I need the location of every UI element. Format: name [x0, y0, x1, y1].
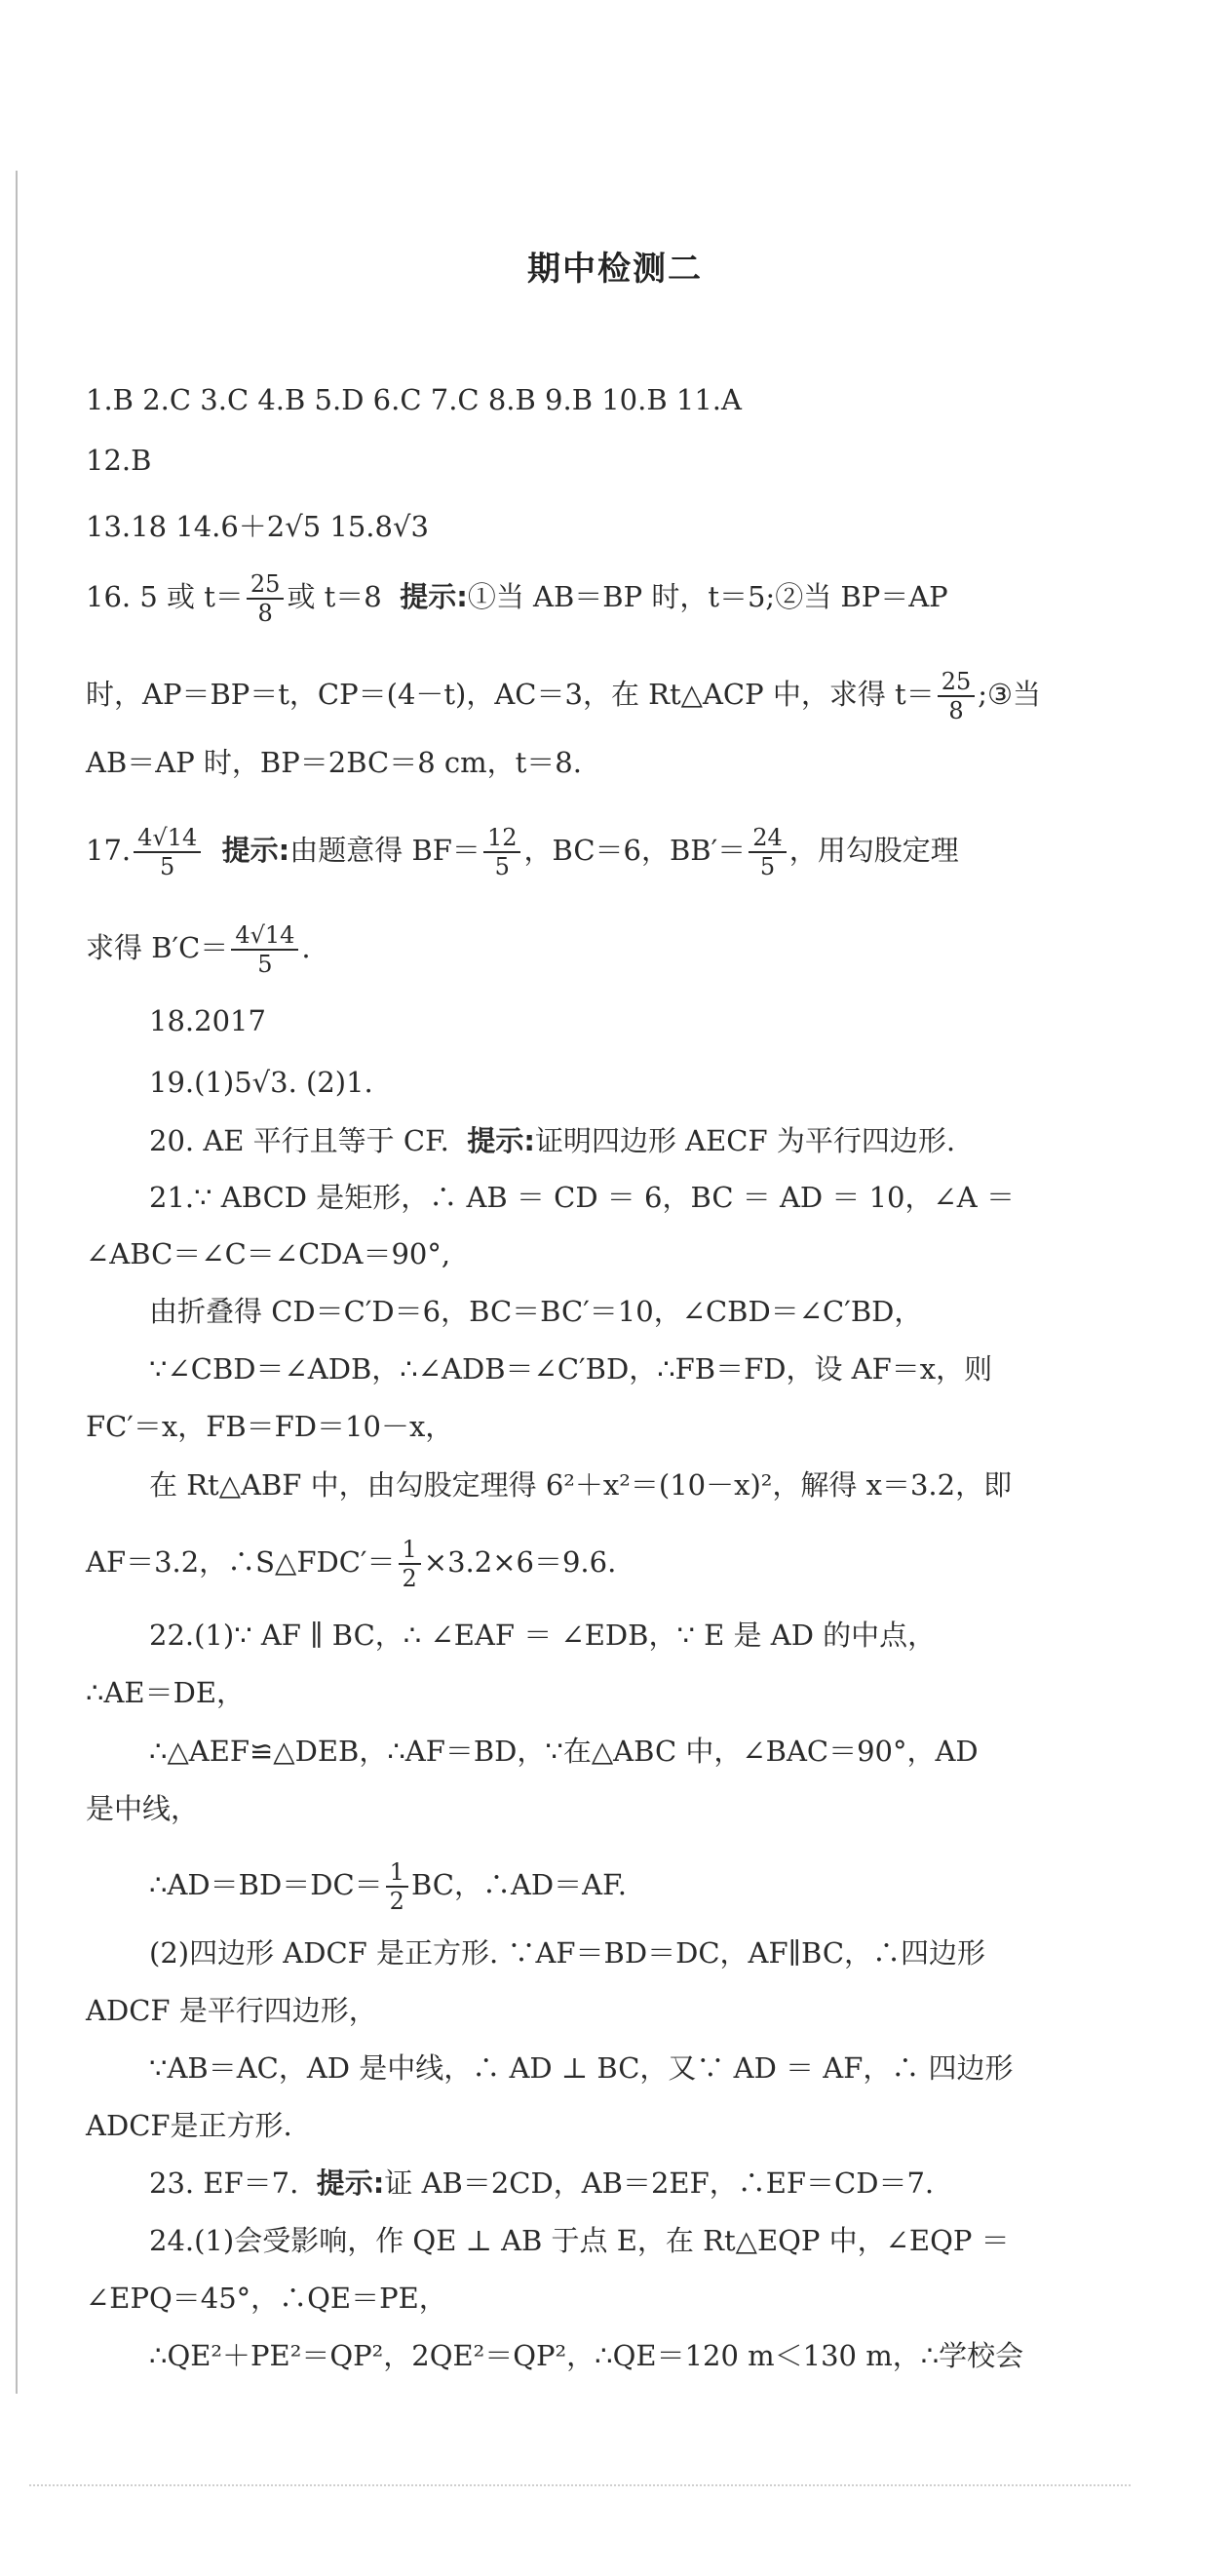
q17-frac-bb-den: 5	[759, 853, 776, 880]
q21-line-3: 由折叠得 CD＝C′D＝6，BC＝BC′＝10，∠CBD＝∠C′BD，	[149, 1295, 923, 1328]
q22-frac-den: 2	[389, 1888, 404, 1915]
q21-line-1: 21.∵ ABCD 是矩形，∴ AB ＝ CD ＝ 6，BC ＝ AD ＝ 10，∠A ＝	[149, 1181, 1015, 1214]
q16-line-1	[86, 570, 1134, 627]
q17-line2-text: 求得 B′C＝	[86, 931, 229, 964]
q22-fraction	[386, 1858, 408, 1915]
q21-line-2: ∠ABC＝∠C＝∠CDA＝90°,	[86, 1237, 451, 1270]
q24-line-1: 24.(1)会受影响，作 QE ⊥ AB 于点 E，在 Rt△EQP 中，∠EQP ＝	[149, 2224, 1010, 2257]
q17-line-1	[86, 824, 1134, 880]
q17-fraction-bc	[231, 921, 298, 978]
q20-line	[149, 1121, 1134, 1160]
q17-frac-bf-num: 12	[483, 824, 521, 853]
q22-line-5	[149, 1858, 1134, 1915]
q24-line-3: ∴QE²＋PE²＝QP²，2QE²＝QP²，∴QE＝120 m＜130 m，∴学校会	[149, 2339, 1024, 2372]
q21-frac-den: 2	[402, 1565, 417, 1592]
q17-post: ，用勾股定理	[788, 834, 959, 867]
q22-line-4: 是中线，	[86, 1792, 200, 1825]
q17-prefix: 17.	[86, 834, 132, 867]
q21-fraction	[399, 1536, 421, 1592]
q17-frac-bc-den: 5	[257, 951, 273, 978]
q21-line-5: FC′＝x，FB＝FD＝10－x，	[86, 1410, 454, 1443]
q22-line5-post: BC，∴AD＝AF.	[410, 1868, 627, 1901]
q16-fraction	[247, 570, 285, 627]
q22-line-9: ADCF是正方形.	[86, 2109, 292, 2142]
q16-hint-text: ①当 AB＝BP 时，t＝5;②当 BP＝AP	[467, 580, 948, 613]
q22-line5-text: ∴AD＝BD＝DC＝	[149, 1868, 383, 1901]
q21-line-4: ∵∠CBD＝∠ADB，∴∠ADB＝∠C′BD，∴FB＝FD，设 AF＝x，则	[149, 1352, 993, 1386]
q21-frac-num: 1	[399, 1536, 421, 1565]
q23-line	[149, 2164, 1134, 2203]
q22-line-1: 22.(1)∵ AF ∥ BC，∴ ∠EAF ＝ ∠EDB，∵ E 是 AD 的中点，	[149, 1619, 937, 1652]
q17-frac-bf-den: 5	[494, 853, 510, 880]
answer-line-3: 13.18 14.6＋2√5 15.8√3	[86, 510, 429, 543]
q20-hint-label: 提示:	[467, 1124, 535, 1157]
q17-frac-bc-num: 4√14	[231, 921, 298, 951]
q23-hint-text: 证 AB＝2CD，AB＝2EF，∴EF＝CD＝7.	[384, 2166, 935, 2200]
page-title: 期中检测二	[527, 250, 703, 289]
q17-frac-bb-num: 24	[749, 824, 787, 853]
q17-frac-den: 5	[160, 853, 175, 880]
q16-frac2-den: 8	[948, 697, 964, 724]
q19-line: 19.(1)5√3. (2)1.	[149, 1066, 373, 1099]
q24-line-2: ∠EPQ＝45°，∴QE＝PE，	[86, 2282, 447, 2315]
q22-line-3: ∴△AEF≌△DEB，∴AF＝BD，∵在△ABC 中，∠BAC＝90°，AD	[149, 1735, 979, 1768]
q17-frac-num: 4√14	[134, 824, 201, 853]
q20-hint-text: 证明四边形 AECF 为平行四边形.	[534, 1124, 956, 1157]
q16-line-3: AB＝AP 时，BP＝2BC＝8 cm，t＝8.	[86, 746, 582, 779]
q21-line7-post: ×3.2×6＝9.6.	[423, 1545, 617, 1579]
q23-text: 23. EF＝7.	[149, 2166, 299, 2200]
q17-hint-label: 提示:	[221, 834, 290, 867]
left-margin-line	[16, 171, 18, 2394]
q16-mid: 或 t＝8	[287, 580, 382, 613]
bottom-dotted-divider	[29, 2484, 1131, 2486]
q22-frac-num: 1	[386, 1858, 408, 1888]
q17-fraction-bb	[749, 824, 787, 880]
q16-prefix: 16. 5 或 t＝	[86, 580, 244, 613]
q16-hint-label: 提示:	[400, 580, 468, 613]
q23-hint-label: 提示:	[316, 2166, 385, 2200]
q21-line7-text: AF＝3.2，∴S△FDC′＝	[86, 1545, 396, 1579]
q17-line2-post: .	[301, 931, 311, 964]
q20-text: 20. AE 平行且等于 CF.	[149, 1124, 449, 1157]
q16-fraction-2	[938, 668, 976, 724]
q22-line-8: ∵AB＝AC，AD 是中线，∴ AD ⊥ BC，又∵ AD ＝ AF，∴ 四边形	[149, 2051, 1014, 2085]
q16-line-2	[86, 668, 1134, 724]
q18-line: 18.2017	[149, 1004, 266, 1037]
q16-frac-den: 8	[257, 600, 273, 627]
q17-fraction	[134, 824, 201, 880]
q21-line-6: 在 Rt△ABF 中，由勾股定理得 6²＋x²＝(10－x)²，解得 x＝3.2，即	[149, 1468, 1013, 1502]
q17-fraction-bf	[483, 824, 521, 880]
q16-line2-text: 时，AP＝BP＝t，CP＝(4－t)，AC＝3，在 Rt△ACP 中，求得 t＝	[86, 678, 935, 711]
answer-line-1: 1.B 2.C 3.C 4.B 5.D 6.C 7.C 8.B 9.B 10.B 11.A	[86, 383, 742, 416]
q22-line-7: ADCF 是平行四边形，	[86, 1994, 377, 2027]
q17-mid2: ，BC＝6，BB′＝	[523, 834, 747, 867]
q17-mid: 由题意得 BF＝	[289, 834, 480, 867]
q22-line-6: (2)四边形 ADCF 是正方形. ∵AF＝BD＝DC，AF∥BC，∴四边形	[149, 1936, 986, 1970]
answer-line-2: 12.B	[86, 444, 152, 477]
q16-line2-post: ;③当	[978, 678, 1042, 711]
q17-line-2	[86, 921, 1134, 978]
q16-frac2-num: 25	[938, 668, 976, 697]
q22-line-2: ∴AE＝DE，	[86, 1676, 245, 1709]
q16-frac-num: 25	[247, 570, 285, 600]
q21-line-7	[86, 1536, 1134, 1592]
